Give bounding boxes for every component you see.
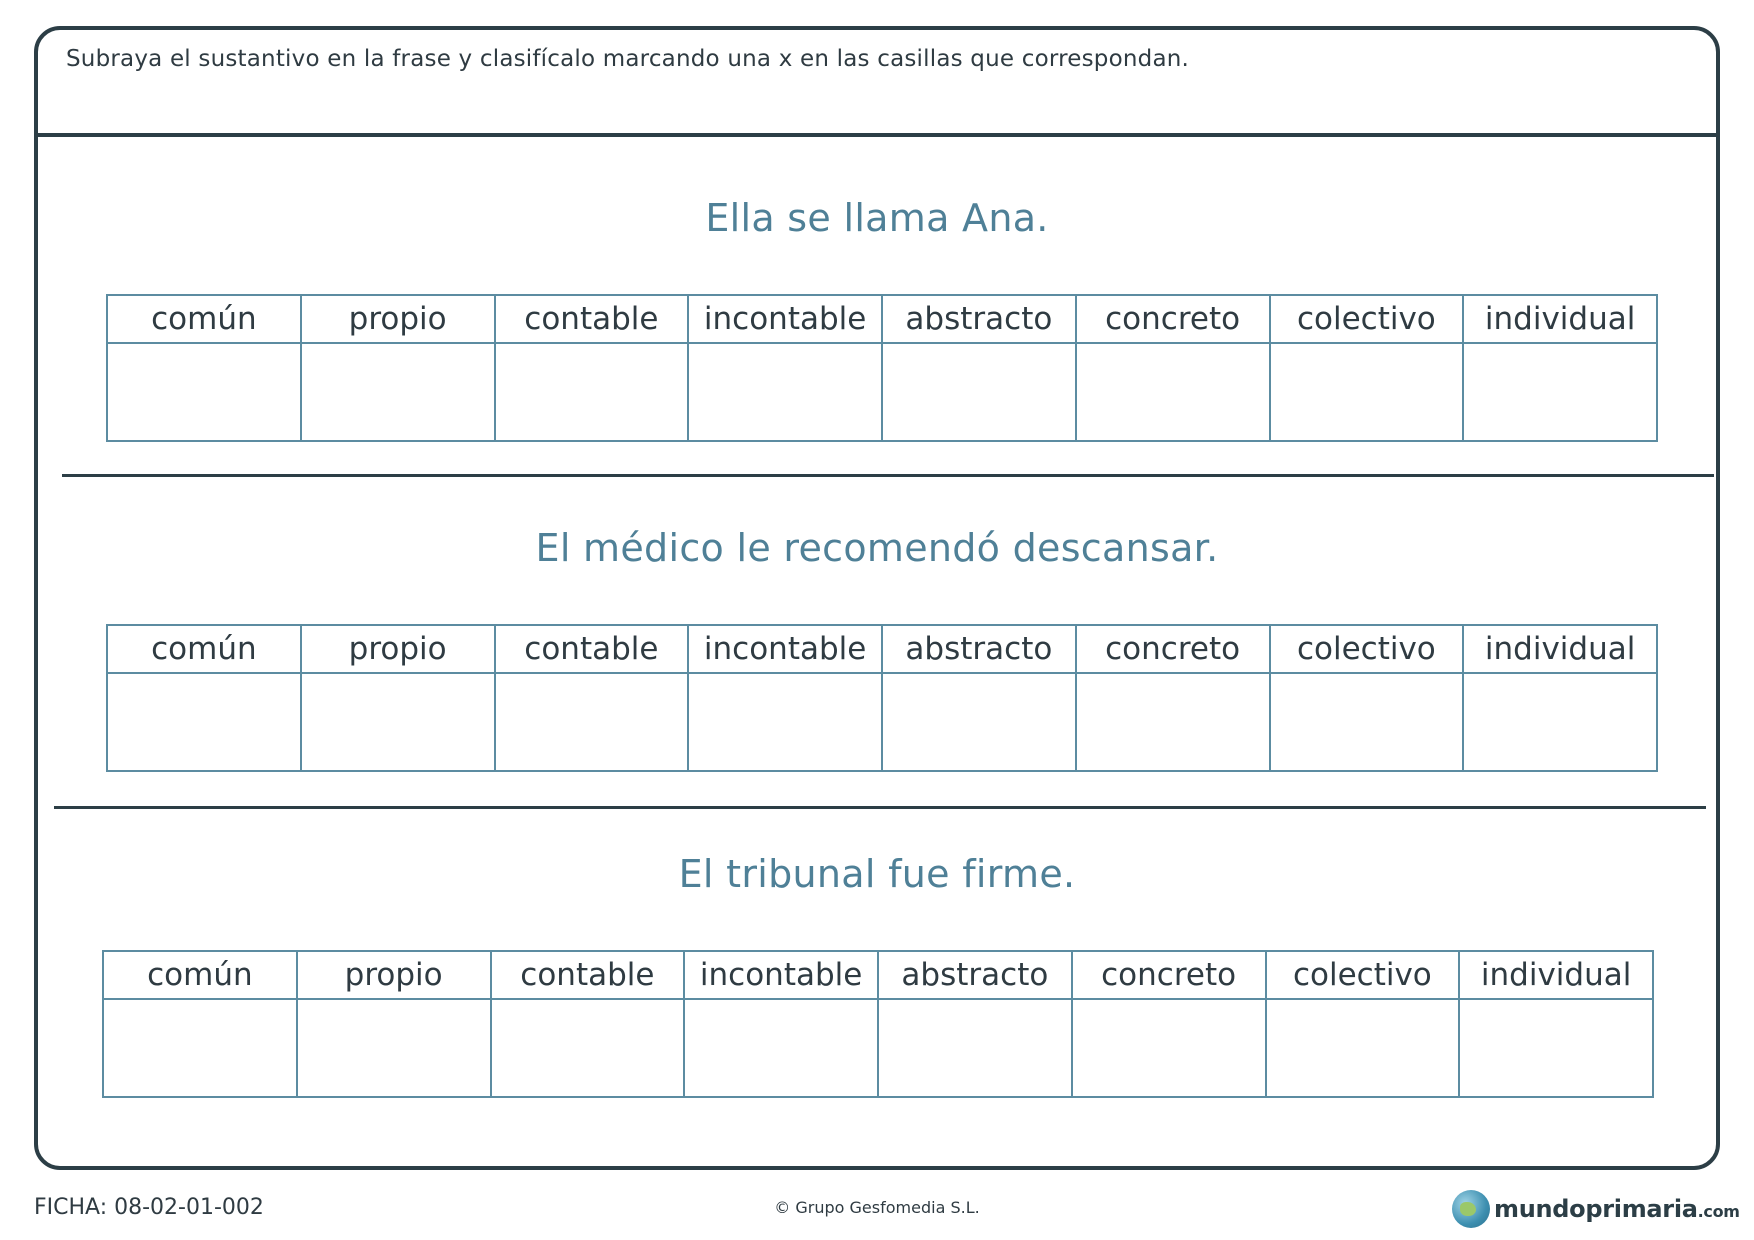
logo-domain: .com (1697, 1202, 1740, 1221)
answer-box-propio[interactable] (301, 673, 495, 771)
answer-box-colectivo[interactable] (1270, 673, 1464, 771)
column-header-colectivo: colectivo (1270, 295, 1464, 343)
answer-box-incontable[interactable] (688, 343, 882, 441)
column-header-comun: común (107, 295, 301, 343)
column-header-individual: individual (1459, 951, 1653, 999)
answer-box-comun[interactable] (107, 343, 301, 441)
answer-box-concreto[interactable] (1072, 999, 1266, 1097)
column-header-abstracto: abstracto (882, 625, 1076, 673)
column-header-individual: individual (1463, 295, 1657, 343)
column-header-contable: contable (491, 951, 685, 999)
column-header-incontable: incontable (688, 295, 882, 343)
worksheet-frame (34, 26, 1720, 1170)
answer-box-incontable[interactable] (684, 999, 878, 1097)
exercise-2-sentence: El médico le recomendó descansar. (535, 526, 1219, 570)
answer-box-concreto[interactable] (1076, 343, 1270, 441)
column-header-concreto: concreto (1076, 625, 1270, 673)
answer-row (107, 673, 1657, 771)
column-header-contable: contable (495, 295, 689, 343)
answer-box-abstracto[interactable] (882, 673, 1076, 771)
logo-name: mundoprimaria (1494, 1195, 1698, 1223)
answer-box-individual[interactable] (1463, 343, 1657, 441)
exercise-3-sentence: El tribunal fue firme. (678, 852, 1076, 896)
column-header-comun: común (103, 951, 297, 999)
answer-box-contable[interactable] (491, 999, 685, 1097)
column-header-abstracto: abstracto (878, 951, 1072, 999)
answer-box-comun[interactable] (103, 999, 297, 1097)
column-header-individual: individual (1463, 625, 1657, 673)
answer-box-incontable[interactable] (688, 673, 882, 771)
column-header-concreto: concreto (1076, 295, 1270, 343)
table-header-row (107, 295, 1657, 343)
logo-text (1494, 1195, 1740, 1223)
worksheet-code: FICHA: 08-02-01-002 (34, 1195, 264, 1220)
column-header-colectivo: colectivo (1266, 951, 1460, 999)
answer-box-comun[interactable] (107, 673, 301, 771)
answer-box-colectivo[interactable] (1266, 999, 1460, 1097)
column-header-incontable: incontable (684, 951, 878, 999)
column-header-incontable: incontable (688, 625, 882, 673)
exercise-1-table (106, 294, 1658, 442)
exercise-2-table (106, 624, 1658, 772)
copyright-notice: © Grupo Gesfomedia S.L. (774, 1198, 980, 1217)
answer-box-concreto[interactable] (1076, 673, 1270, 771)
mundoprimaria-logo (1452, 1188, 1740, 1230)
answer-row (107, 343, 1657, 441)
column-header-propio: propio (297, 951, 491, 999)
answer-box-individual[interactable] (1459, 999, 1653, 1097)
answer-box-individual[interactable] (1463, 673, 1657, 771)
answer-box-colectivo[interactable] (1270, 343, 1464, 441)
column-header-contable: contable (495, 625, 689, 673)
answer-box-contable[interactable] (495, 343, 689, 441)
answer-box-abstracto[interactable] (882, 343, 1076, 441)
globe-icon (1452, 1190, 1490, 1228)
section-divider-1 (62, 474, 1714, 477)
answer-box-abstracto[interactable] (878, 999, 1072, 1097)
column-header-concreto: concreto (1072, 951, 1266, 999)
instruction-text: Subraya el sustantivo en la frase y clasifícalo marcando una x en las casillas que correspondan. (66, 46, 1190, 72)
column-header-propio: propio (301, 625, 495, 673)
exercise-3-table (102, 950, 1654, 1098)
answer-box-propio[interactable] (297, 999, 491, 1097)
table-header-row (103, 951, 1653, 999)
header-divider (38, 133, 1716, 137)
answer-box-contable[interactable] (495, 673, 689, 771)
column-header-colectivo: colectivo (1270, 625, 1464, 673)
section-divider-2 (54, 806, 1706, 809)
column-header-propio: propio (301, 295, 495, 343)
exercise-1-sentence: Ella se llama Ana. (705, 196, 1049, 240)
answer-row (103, 999, 1653, 1097)
answer-box-propio[interactable] (301, 343, 495, 441)
column-header-comun: común (107, 625, 301, 673)
table-header-row (107, 625, 1657, 673)
column-header-abstracto: abstracto (882, 295, 1076, 343)
